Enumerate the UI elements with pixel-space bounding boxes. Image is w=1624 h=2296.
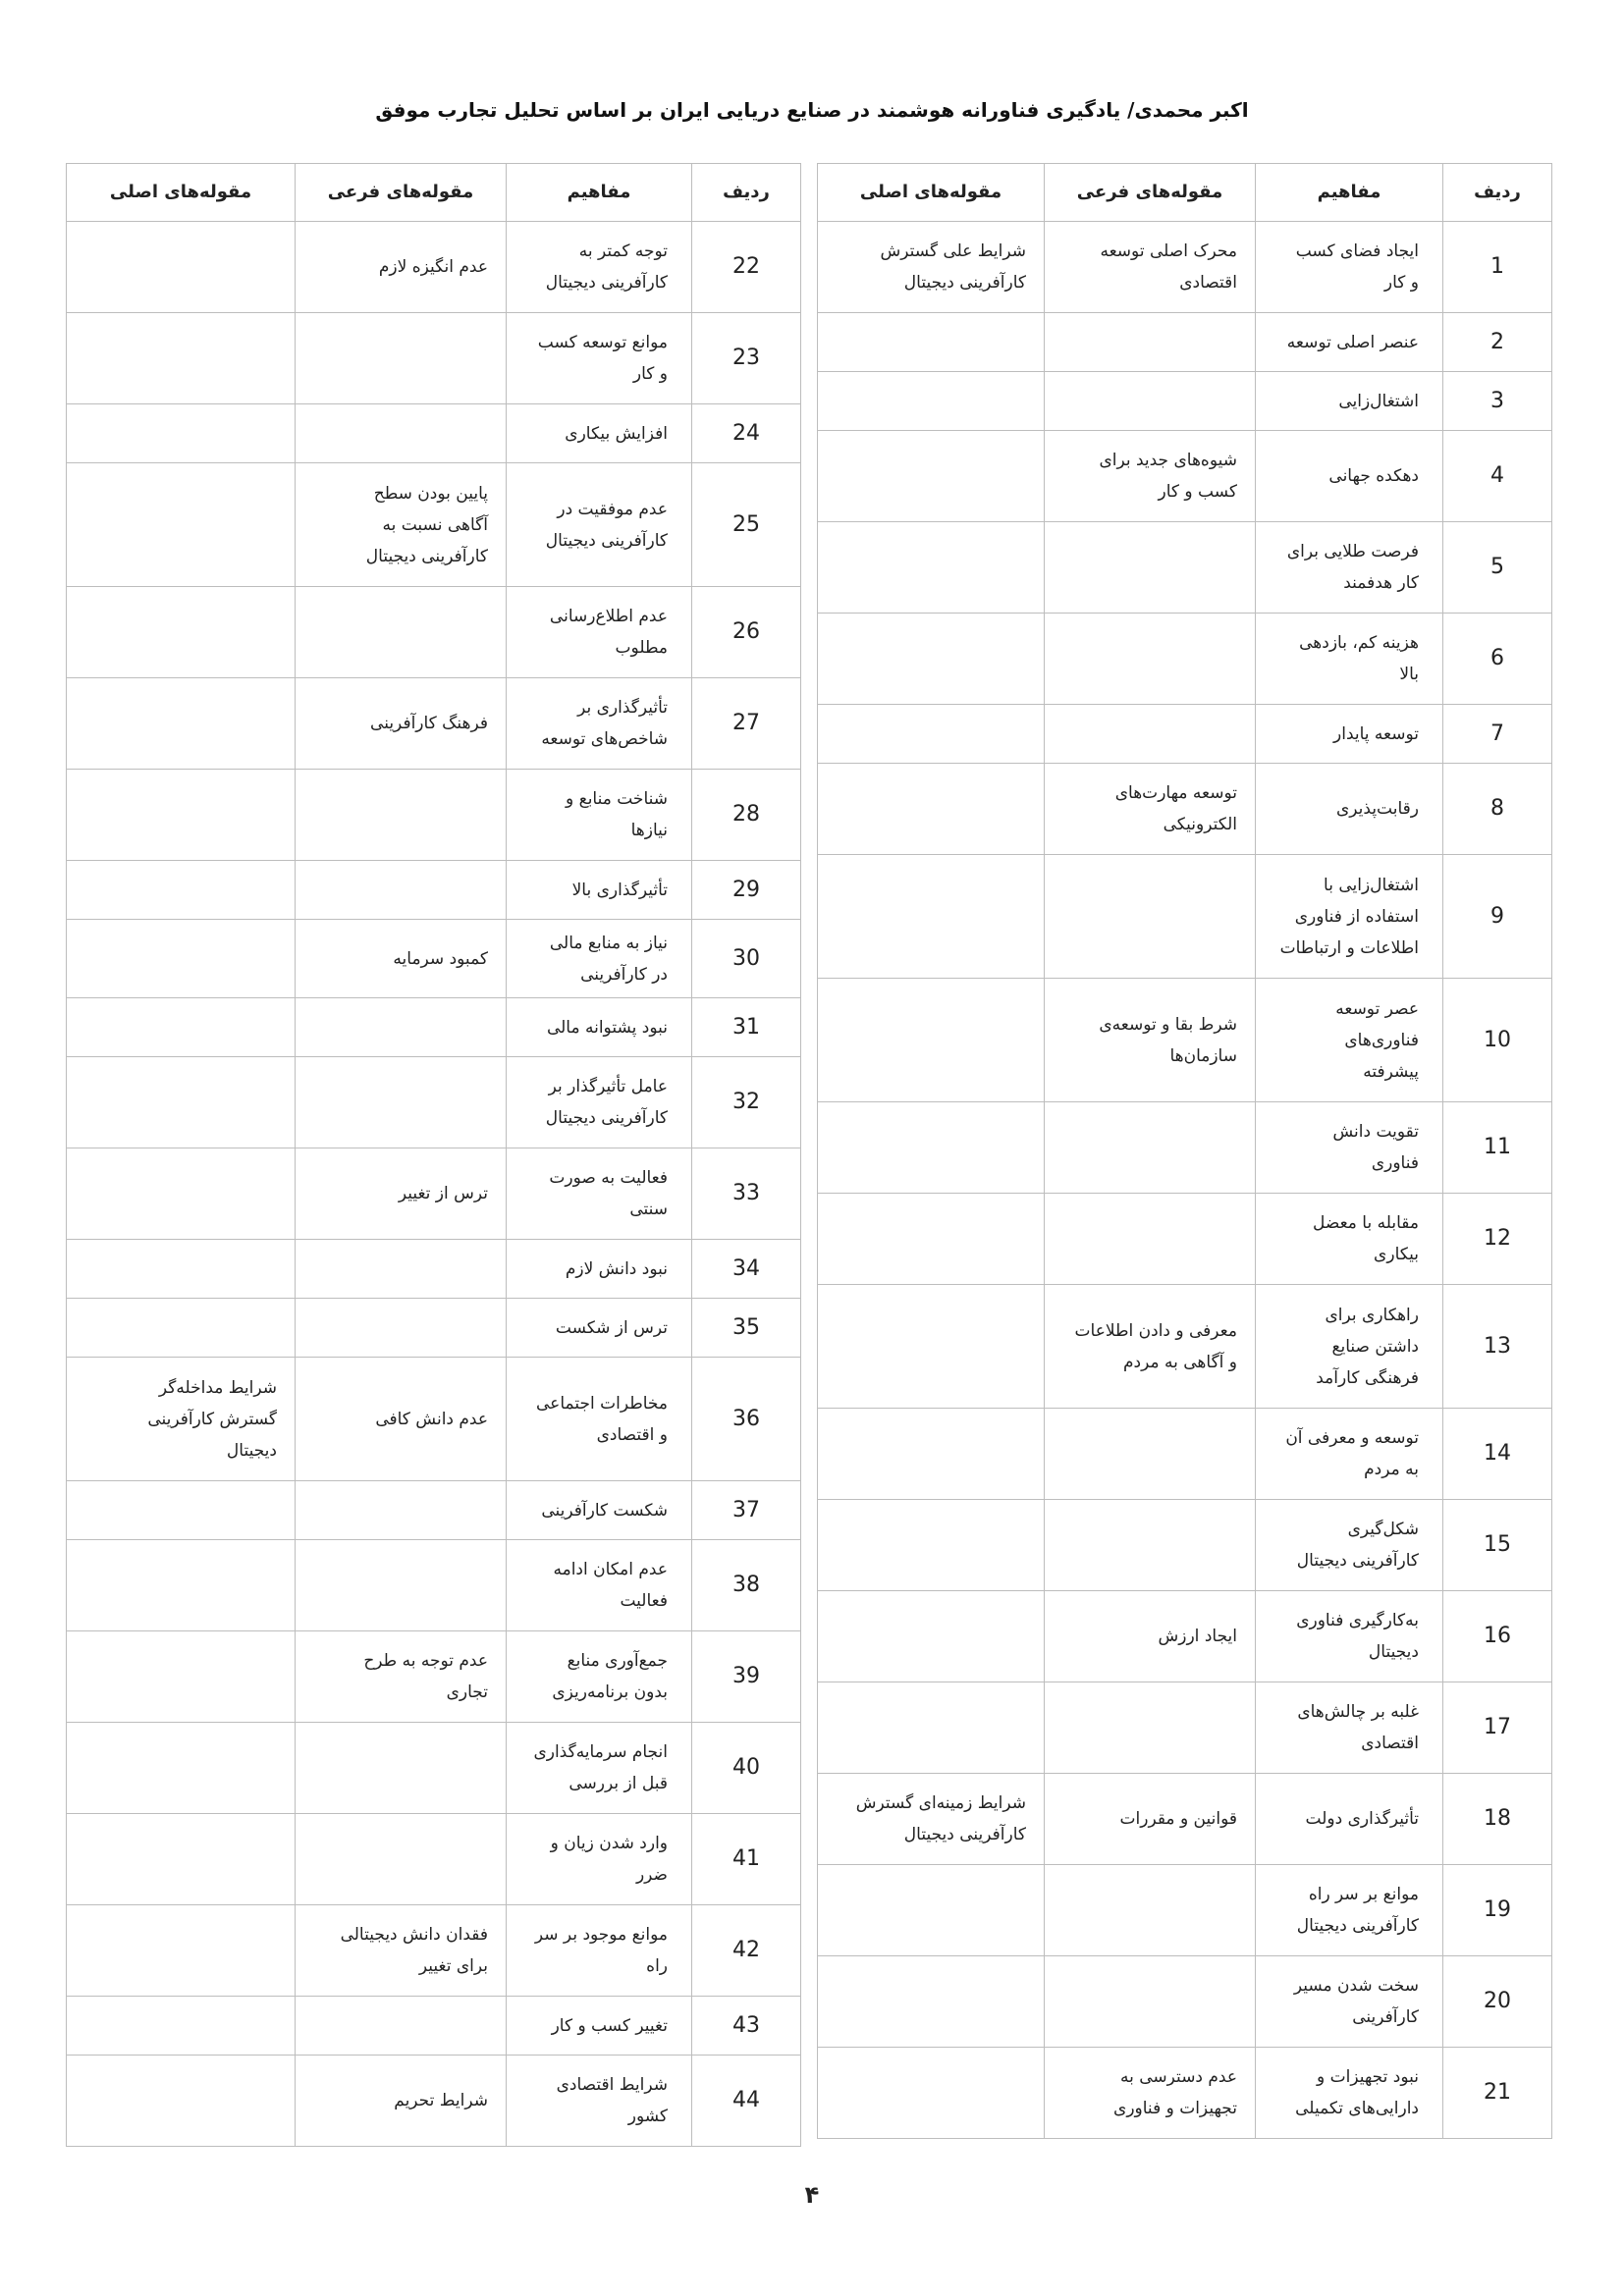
row-main-category [818,979,1045,1102]
row-index: 3 [1443,372,1552,431]
table-row [818,979,1552,1102]
row-subcategory [296,1057,507,1148]
row-index: 25 [692,463,801,587]
row-subcategory: عدم توجه به طرح تجاری [296,1631,507,1723]
row-index: 44 [692,2056,801,2147]
table-row [818,1285,1552,1409]
row-concept: راهکاری برای داشتن صنایع فرهنگی کارآمد [1256,1285,1443,1409]
concepts-table-left [66,163,801,2147]
row-main-category [67,404,296,463]
row-main-category: شرایط زمینه‌ای گسترش کارآفرینی دیجیتال [818,1774,1045,1865]
row-main-category: شرایط علی گسترش کارآفرینی دیجیتال [818,222,1045,313]
row-index: 43 [692,1997,801,2056]
row-subcategory [296,861,507,920]
row-subcategory [296,313,507,404]
table-row [818,1865,1552,1956]
row-subcategory: فقدان دانش دیجیتالی برای تغییر [296,1905,507,1997]
row-concept: ایجاد فضای کسب و کار [1256,222,1443,313]
row-concept: تأثیرگذاری دولت [1256,1774,1443,1865]
row-subcategory [296,1997,507,2056]
row-subcategory [1045,1865,1256,1956]
row-main-category [67,1997,296,2056]
row-subcategory: توسعه مهارت‌های الکترونیکی [1045,764,1256,855]
row-concept: به‌کارگیری فناوری دیجیتال [1256,1591,1443,1682]
table-row [818,1956,1552,2048]
row-concept: فعالیت به صورت سنتی [507,1148,692,1240]
row-concept: مخاطرات اجتماعی و اقتصادی [507,1358,692,1481]
row-index: 15 [1443,1500,1552,1591]
row-subcategory: شرایط تحریم [296,2056,507,2147]
header-main-categories: مقوله‌های اصلی [818,164,1045,222]
row-concept: عنصر اصلی توسعه [1256,313,1443,372]
table-row [818,1409,1552,1500]
row-index: 10 [1443,979,1552,1102]
row-main-category [818,1682,1045,1774]
table-row [818,1102,1552,1194]
row-main-category [67,1723,296,1814]
row-subcategory [1045,313,1256,372]
concepts-table-right [817,163,1552,2139]
row-subcategory: فرهنگ کارآفرینی [296,678,507,770]
row-subcategory [296,1240,507,1299]
row-subcategory [1045,614,1256,705]
running-header: اکبر محمدی/ یادگیری فناورانه هوشمند در صنایع دریایی ایران بر اساس تحلیل تجارب موفق [375,98,1249,122]
table-row [67,1481,801,1540]
row-main-category [818,1956,1045,2048]
row-main-category [818,855,1045,979]
header-index: ردیف [1443,164,1552,222]
table-row [67,1997,801,2056]
row-index: 20 [1443,1956,1552,2048]
row-main-category [818,313,1045,372]
row-subcategory [1045,372,1256,431]
row-index: 40 [692,1723,801,1814]
row-subcategory [296,587,507,678]
row-subcategory [296,1723,507,1814]
row-subcategory: معرفی و دادن اطلاعات و آگاهی به مردم [1045,1285,1256,1409]
table-row [67,1540,801,1631]
row-concept: عامل تأثیرگذار بر کارآفرینی دیجیتال [507,1057,692,1148]
row-subcategory: عدم دسترسی به تجهیزات و فناوری [1045,2048,1256,2139]
header-subcategories: مقوله‌های فرعی [296,164,507,222]
row-index: 35 [692,1299,801,1358]
row-main-category [67,1905,296,1997]
row-index: 13 [1443,1285,1552,1409]
row-main-category [818,1102,1045,1194]
table-row [67,861,801,920]
row-subcategory: شرط بقا و توسعه‌ی سازمان‌ها [1045,979,1256,1102]
row-concept: دهکده جهانی [1256,431,1443,522]
row-concept: موانع بر سر راه کارآفرینی دیجیتال [1256,1865,1443,1956]
row-concept: شناخت منابع و نیازها [507,770,692,861]
table-row [818,705,1552,764]
row-index: 27 [692,678,801,770]
row-concept: تغییر کسب و کار [507,1997,692,2056]
row-main-category [67,1481,296,1540]
row-subcategory [1045,705,1256,764]
row-main-category [67,678,296,770]
row-concept: تأثیرگذاری بر شاخص‌های توسعه [507,678,692,770]
table-row [67,222,801,313]
row-subcategory: ایجاد ارزش [1045,1591,1256,1682]
table-row [67,313,801,404]
row-index: 29 [692,861,801,920]
row-main-category [818,1409,1045,1500]
table-row [818,1774,1552,1865]
table-row [67,1905,801,1997]
row-main-category [67,861,296,920]
table-row [67,1057,801,1148]
table-row [818,222,1552,313]
row-concept: مقابله با معضل بیکاری [1256,1194,1443,1285]
row-main-category [67,2056,296,2147]
row-subcategory [1045,1102,1256,1194]
row-main-category [67,1148,296,1240]
row-index: 9 [1443,855,1552,979]
row-concept: عدم اطلاع‌رسانی مطلوب [507,587,692,678]
row-index: 16 [1443,1591,1552,1682]
table-row [818,1682,1552,1774]
row-concept: رقابت‌پذیری [1256,764,1443,855]
table-row [818,372,1552,431]
table-row [818,431,1552,522]
row-concept: جمع‌آوری منابع بدون برنامه‌ریزی [507,1631,692,1723]
row-concept: ترس از شکست [507,1299,692,1358]
row-concept: موانع توسعه کسب و کار [507,313,692,404]
row-main-category [67,998,296,1057]
row-concept: موانع موجود بر سر راه [507,1905,692,1997]
row-main-category [818,1591,1045,1682]
row-main-category [67,587,296,678]
row-concept: شکل‌گیری کارآفرینی دیجیتال [1256,1500,1443,1591]
row-concept: عدم امکان ادامه فعالیت [507,1540,692,1631]
row-main-category [67,1299,296,1358]
table-row [67,1240,801,1299]
row-main-category [67,1240,296,1299]
row-subcategory: عدم انگیزه لازم [296,222,507,313]
row-index: 6 [1443,614,1552,705]
row-subcategory [296,404,507,463]
row-concept: شکست کارآفرینی [507,1481,692,1540]
table-row [67,998,801,1057]
row-concept: توسعه و معرفی آن به مردم [1256,1409,1443,1500]
row-concept: تقویت دانش فناوری [1256,1102,1443,1194]
row-index: 5 [1443,522,1552,614]
row-main-category [818,1500,1045,1591]
table-row [67,404,801,463]
row-index: 28 [692,770,801,861]
row-index: 19 [1443,1865,1552,1956]
row-index: 1 [1443,222,1552,313]
row-main-category [67,1057,296,1148]
table-row [67,1723,801,1814]
row-subcategory: عدم دانش کافی [296,1358,507,1481]
row-subcategory [1045,1682,1256,1774]
row-index: 7 [1443,705,1552,764]
row-concept: عصر توسعه فناوری‌های پیشرفته [1256,979,1443,1102]
row-concept: انجام سرمایه‌گذاری قبل از بررسی [507,1723,692,1814]
row-index: 2 [1443,313,1552,372]
row-main-category [67,1814,296,1905]
row-main-category [818,764,1045,855]
row-main-category [818,431,1045,522]
row-index: 11 [1443,1102,1552,1194]
table-row [818,1194,1552,1285]
row-concept: فرصت طلایی برای کار هدفمند [1256,522,1443,614]
table-row [818,614,1552,705]
row-main-category [818,372,1045,431]
row-subcategory: محرک اصلی توسعه اقتصادی [1045,222,1256,313]
row-index: 18 [1443,1774,1552,1865]
row-concept: افزایش بیکاری [507,404,692,463]
table-row [818,313,1552,372]
row-index: 37 [692,1481,801,1540]
table-row [818,1591,1552,1682]
row-subcategory: قوانین و مقررات [1045,1774,1256,1865]
row-main-category [67,463,296,587]
row-index: 14 [1443,1409,1552,1500]
row-main-category [818,522,1045,614]
table-row [67,1631,801,1723]
row-index: 12 [1443,1194,1552,1285]
table-row [818,2048,1552,2139]
row-main-category: شرایط مداخله‌گر گسترش کارآفرینی دیجیتال [67,1358,296,1481]
table-row [67,2056,801,2147]
row-subcategory [296,1481,507,1540]
table-row [67,1148,801,1240]
header-subcategories: مقوله‌های فرعی [1045,164,1256,222]
table-row [67,463,801,587]
row-main-category [67,1540,296,1631]
row-index: 24 [692,404,801,463]
row-concept: شرایط اقتصادی کشور [507,2056,692,2147]
row-main-category [67,770,296,861]
row-subcategory [296,1299,507,1358]
row-subcategory [296,770,507,861]
page-number: ۴ [804,2181,820,2209]
row-index: 33 [692,1148,801,1240]
row-main-category [67,920,296,998]
row-subcategory [1045,855,1256,979]
row-concept: نبود پشتوانه مالی [507,998,692,1057]
row-subcategory [1045,522,1256,614]
row-concept: نیاز به منابع مالی در کارآفرینی [507,920,692,998]
row-concept: توجه کمتر به کارآفرینی دیجیتال [507,222,692,313]
row-subcategory [1045,1194,1256,1285]
row-concept: عدم موفقیت در کارآفرینی دیجیتال [507,463,692,587]
row-index: 42 [692,1905,801,1997]
table-header-row [67,164,801,222]
row-index: 32 [692,1057,801,1148]
row-concept: سخت شدن مسیر کارآفرینی [1256,1956,1443,2048]
row-index: 30 [692,920,801,998]
header-concepts: مفاهیم [1256,164,1443,222]
header-concepts: مفاهیم [507,164,692,222]
row-concept: نبود دانش لازم [507,1240,692,1299]
row-index: 34 [692,1240,801,1299]
row-index: 41 [692,1814,801,1905]
table-row [67,920,801,998]
header-index: ردیف [692,164,801,222]
row-subcategory [296,998,507,1057]
row-index: 17 [1443,1682,1552,1774]
row-index: 8 [1443,764,1552,855]
table-row [67,587,801,678]
table-row [67,770,801,861]
row-subcategory [1045,1409,1256,1500]
row-main-category [818,1194,1045,1285]
row-subcategory: پایین بودن سطح آگاهی نسبت به کارآفرینی دیجیتال [296,463,507,587]
table-row [818,855,1552,979]
header-main-categories: مقوله‌های اصلی [67,164,296,222]
table-header-row [818,164,1552,222]
row-subcategory [1045,1500,1256,1591]
row-concept: تأثیرگذاری بالا [507,861,692,920]
row-concept: هزینه کم، بازدهی بالا [1256,614,1443,705]
row-main-category [67,313,296,404]
row-main-category [818,2048,1045,2139]
row-index: 36 [692,1358,801,1481]
row-concept: غلبه بر چالش‌های اقتصادی [1256,1682,1443,1774]
row-subcategory: کمبود سرمایه [296,920,507,998]
table-row [818,522,1552,614]
row-main-category [818,1285,1045,1409]
row-subcategory: ترس از تغییر [296,1148,507,1240]
row-subcategory: شیوه‌های جدید برای کسب و کار [1045,431,1256,522]
table-row [818,764,1552,855]
row-subcategory [296,1814,507,1905]
table-row [67,678,801,770]
row-index: 38 [692,1540,801,1631]
row-concept: نبود تجهیزات و دارایی‌های تکمیلی [1256,2048,1443,2139]
row-subcategory [1045,1956,1256,2048]
row-main-category [67,1631,296,1723]
row-index: 39 [692,1631,801,1723]
row-concept: اشتغال‌زایی با استفاده از فناوری اطلاعات و ارتباطات [1256,855,1443,979]
table-row [818,1500,1552,1591]
row-concept: وارد شدن زیان و ضرر [507,1814,692,1905]
row-index: 23 [692,313,801,404]
row-concept: توسعه پایدار [1256,705,1443,764]
row-index: 21 [1443,2048,1552,2139]
table-row [67,1299,801,1358]
row-main-category [67,222,296,313]
row-subcategory [296,1540,507,1631]
row-index: 31 [692,998,801,1057]
table-row [67,1358,801,1481]
row-index: 26 [692,587,801,678]
row-main-category [818,705,1045,764]
row-main-category [818,1865,1045,1956]
row-index: 22 [692,222,801,313]
table-row [67,1814,801,1905]
row-concept: اشتغال‌زایی [1256,372,1443,431]
row-index: 4 [1443,431,1552,522]
row-main-category [818,614,1045,705]
